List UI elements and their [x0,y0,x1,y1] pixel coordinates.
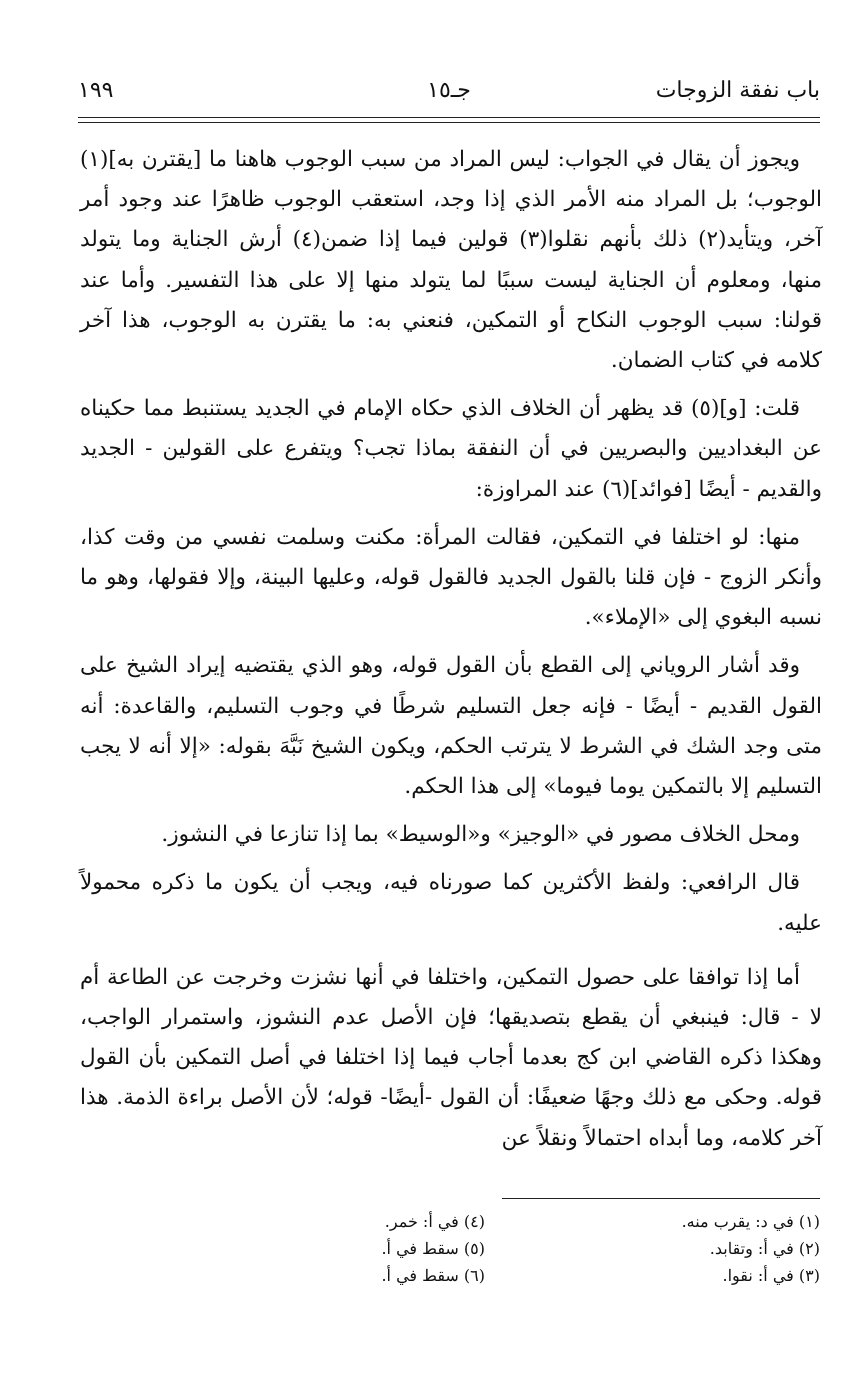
main-text [80,140,822,1159]
footnote: (٢) في أ: وتقابد. [709,1239,820,1258]
footnote: (١) في د: يقرب منه. [681,1212,820,1231]
paragraph: قلت: [و](٥) قد يظهر أن الخلاف الذي حكاه الإمام في الجديد يستنبط مما حكيناه عن البغداديين والبصريين في أن النفقة بماذا تجب؟ ويتفرع على القولين - الجديد والقديم - أيضًا [فوائد](٦) عند المراوزة: [80,396,822,502]
footnote: (٤) في أ: خمر. [384,1212,485,1231]
chapter-title: باب نفقة الزوجات [655,78,820,103]
paragraph: أما إذا توافقا على حصول التمكين، واختلفا في أنها نشزت وخرجت عن الطاعة أم لا - قال: فينبغي أن يقطع بتصديقها؛ فإن الأصل عدم النشوز، واستمرار الواجب، وهكذا ذكره القاضي ابن كج بعدما أجاب فيما إذا اختلفا في أصل التمكين بأن القول قوله. وحكى مع ذلك وجهًا ضعيفًا: أن القول -أيضًا- قوله؛ لأن الأصل براءة الذمة. هذا آخر كلامه، وما أبداه احتمالاً ونقلاً عن [80,964,822,1151]
footnote-column-left [255,1208,485,1289]
header-rule-thin [78,122,820,123]
footnote: (٣) في أ: نقوا. [722,1266,820,1285]
running-header [78,76,820,116]
paragraph: منها: لو اختلفا في التمكين، فقالت المرأة: مكنت وسلمت نفسي من وقت كذا، وأنكر الزوج - فإن قلنا بالقول الجديد فالقول قوله، وعليها البينة، وإلا فقولها، وهو ما نسبه البغوي إلى «الإملاء». [80,524,822,631]
footnote: (٥) سقط في أ. [381,1239,485,1258]
paragraph: ومحل الخلاف مصور في «الوجيز» و«الوسيط» بما إذا تنازعا في النشوز. [161,822,800,848]
footnote: (٦) سقط في أ. [381,1266,485,1285]
paragraph: ويجوز أن يقال في الجواب: ليس المراد من سبب الوجوب هاهنا ما [يقترن به](١) الوجوب؛ بل المراد منه الأمر الذي إذا وجد، استعقب الوجوب ظاهرًا عند وجود أمر آخر، ويتأيد(٢) ذلك بأنهم نقلوا(٣) قولين فيما إذا ضمن(٤) أرش الجناية وما يتولد منها، ومعلوم أن الجناية ليست سببًا لما يتولد منها إلا على هذا التفسير. وأما عند قولنا: سبب الوجوب النكاح أو التمكين، فنعني به: ما يقترن به الوجوب، هذا آخر كلامه في كتاب الضمان. [80,147,822,374]
footnote-rule [502,1198,820,1199]
volume-number: جـ١٥ [427,78,471,103]
page-number: ١٩٩ [78,78,114,103]
paragraph: قال الرافعي: ولفظ الأكثرين كما صورناه فيه، ويجب أن يكون ما ذكره محمولاً عليه. [80,870,822,936]
footnote-column-right [590,1208,820,1289]
header-rule-thick [78,117,820,118]
paragraph: وقد أشار الروياني إلى القطع بأن القول قوله، وهو الذي يقتضيه إيراد الشيخ على القول القديم - أيضًا - فإنه جعل التسليم شرطًا في وجوب التسليم، والقاعدة: أنه متى وجد الشك في الشرط لا يترتب الحكم، ويكون الشيخ نَبَّهَ بقوله: «إلا أنه لا يجب التسليم إلا بالتمكين يوما فيوما» إلى هذا الحكم. [80,653,822,800]
